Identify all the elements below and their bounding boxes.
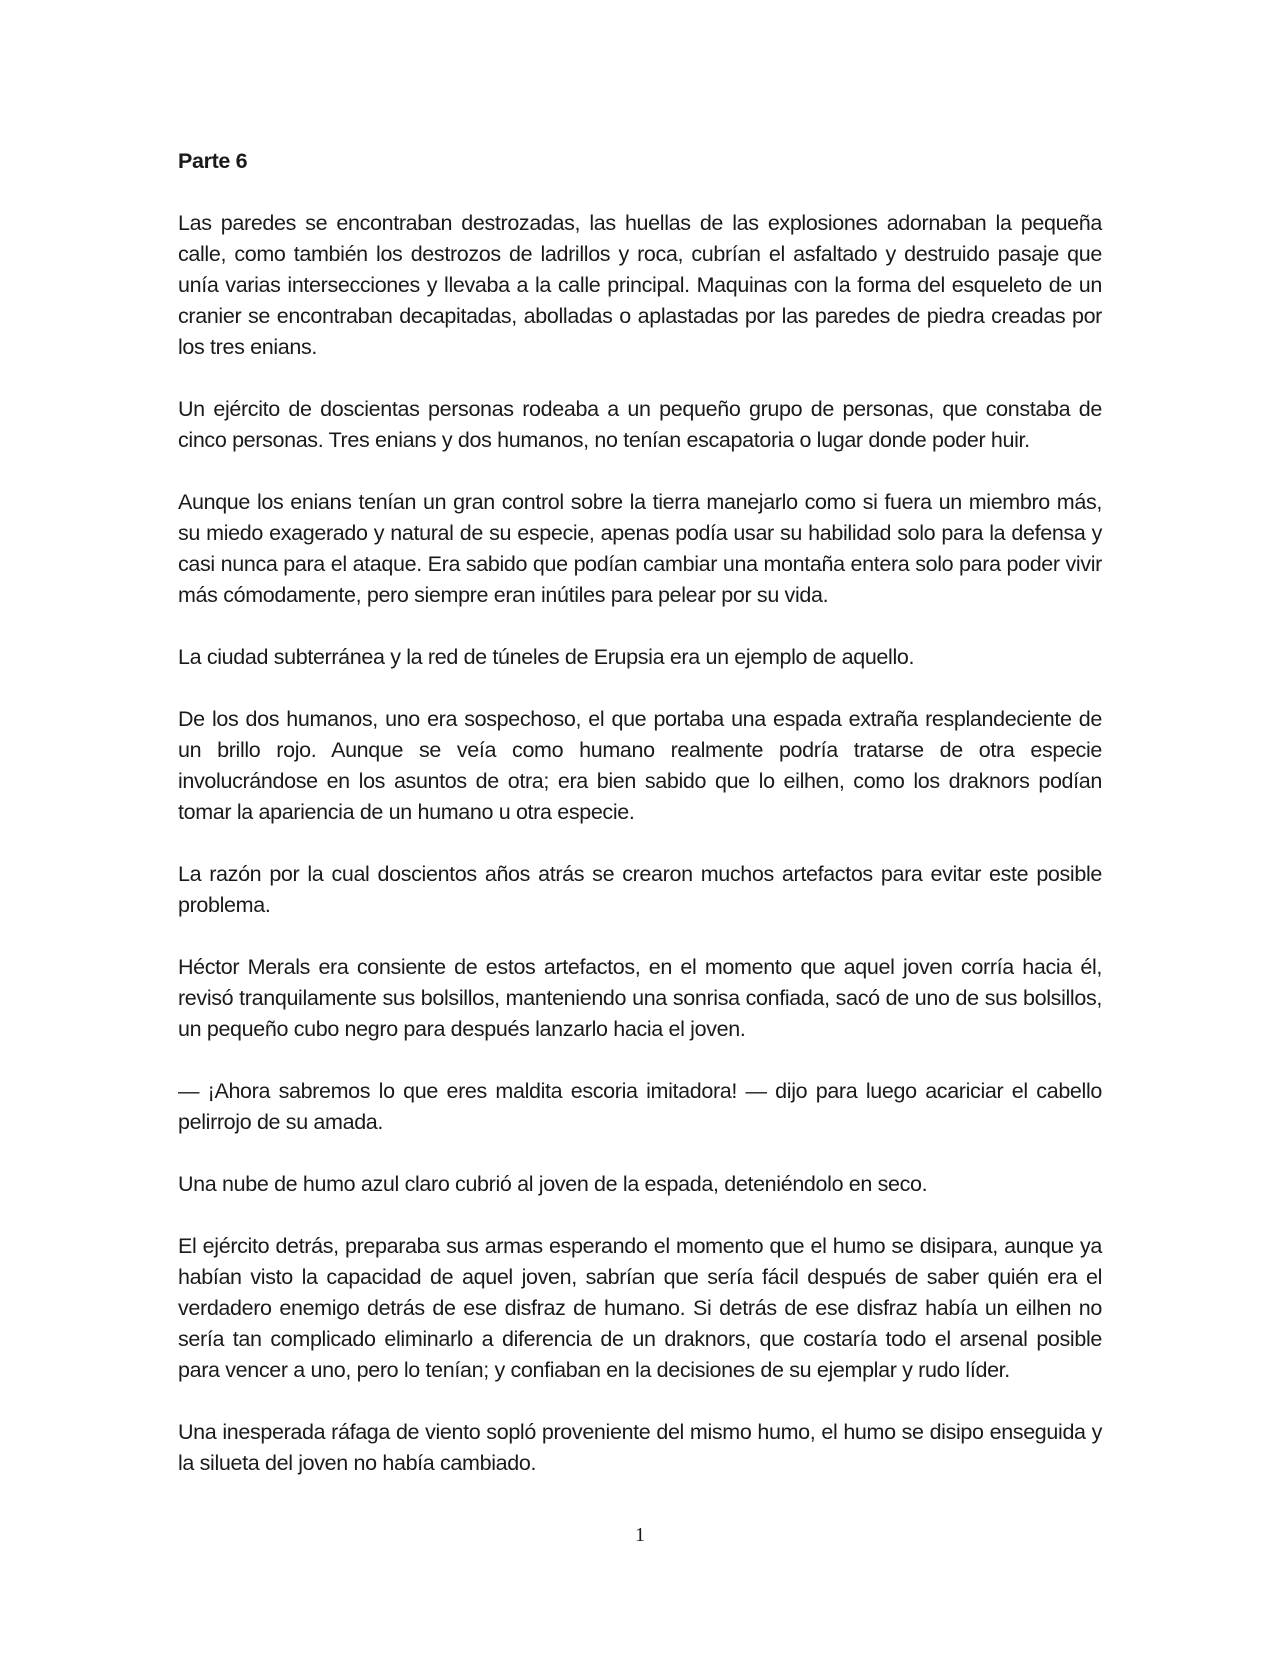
paragraph-4: La ciudad subterránea y la red de túneles de Erupsia era un ejemplo de aquello. [178,645,915,669]
paragraph-9: Una nube de humo azul claro cubrió al joven de la espada, deteniéndolo en seco. [178,1172,928,1196]
paragraph-2: Un ejército de doscientas personas rodeaba a un pequeño grupo de personas, que constaba de cinco personas. Tres enians y dos humanos, no tenían escapatoria o lugar donde poder huir. [178,397,1102,452]
paragraph-11: Una inesperada ráfaga de viento sopló proveniente del mismo humo, el humo se disipo enseguida y la silueta del joven no había cambiado. [178,1420,1102,1475]
paragraph-8: — ¡Ahora sabremos lo que eres maldita escoria imitadora! — dijo para luego acariciar el cabello pelirrojo de su amada. [178,1079,1102,1134]
paragraph-5: De los dos humanos, uno era sospechoso, el que portaba una espada extraña resplandeciente de un brillo rojo. Aunque se veía como humano realmente podría tratarse de otra especie involucrándose en los asuntos de otra; era bien sabido que lo eilhen, como los draknors podían tomar la apariencia de un humano u otra especie. [178,707,1102,824]
page-number: 1 [635,1524,645,1546]
page-content [178,146,1102,1510]
paragraph-3: Aunque los enians tenían un gran control sobre la tierra manejarlo como si fuera un miembro más, su miedo exagerado y natural de su especie, apenas podía usar su habilidad solo para la defensa y casi nunca para el ataque. Era sabido que podían cambiar una montaña entera solo para poder vivir más cómodamente, pero siempre eran inútiles para pelear por su vida. [178,490,1102,607]
paragraph-7: Héctor Merals era consiente de estos artefactos, en el momento que aquel joven corría hacia él, revisó tranquilamente sus bolsillos, manteniendo una sonrisa confiada, sacó de uno de sus bolsillos, un pequeño cubo negro para después lanzarlo hacia el joven. [178,955,1102,1041]
paragraph-1: Las paredes se encontraban destrozadas, las huellas de las explosiones adornaban la pequeña calle, como también los destrozos de ladrillos y roca, cubrían el asfaltado y destruido pasaje que unía varias intersecciones y llevaba a la calle principal. Maquinas con la forma del esqueleto de un cranier se encontraban decapitadas, abolladas o aplastadas por las paredes de piedra creadas por los tres enians. [178,211,1102,359]
paragraph-10: El ejército detrás, preparaba sus armas esperando el momento que el humo se disipara, aunque ya habían visto la capacidad de aquel joven, sabrían que sería fácil después de saber quién era el verdadero enemigo detrás de ese disfraz de humano. Si detrás de ese disfraz había un eilhen no sería tan complicado eliminarlo a diferencia de un draknors, que costaría todo el arsenal posible para vencer a uno, pero lo tenían; y confiaban en la decisiones de su ejemplar y rudo líder. [178,1234,1102,1382]
section-heading: Parte 6 [178,149,248,173]
paragraph-6: La razón por la cual doscientos años atrás se crearon muchos artefactos para evitar este posible problema. [178,862,1102,917]
